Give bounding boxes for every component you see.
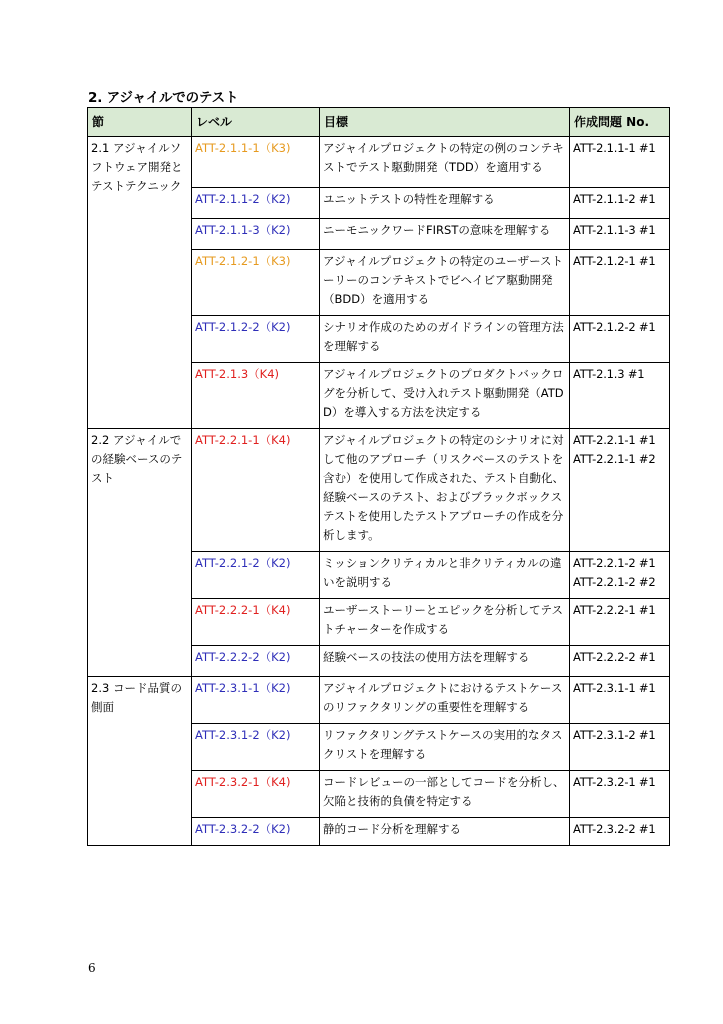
level-cell: ATT-2.1.3（K4) bbox=[192, 363, 320, 429]
question-no: ATT-2.1.2-2 #1 bbox=[573, 320, 656, 334]
level-cell: ATT-2.1.2-2（K2) bbox=[192, 316, 320, 363]
objective-cell: アジャイルプロジェクトの特定のユーザーストーリーのコンテキストでビヘイビア駆動開発（BDD）を適用する bbox=[320, 250, 570, 316]
question-no: ATT-2.2.1-2 #1 bbox=[573, 556, 656, 570]
level-cell: ATT-2.3.2-1（K4) bbox=[192, 771, 320, 818]
objective-cell: 静的コード分析を理解する bbox=[320, 818, 570, 846]
objective-cell: アジャイルプロジェクトの特定の例のコンテキストでテスト駆動開発（TDD）を適用する bbox=[320, 137, 570, 188]
question-no: ATT-2.1.3 #1 bbox=[573, 367, 645, 381]
question-no: ATT-2.1.2-1 #1 bbox=[573, 254, 656, 268]
table-row bbox=[88, 429, 670, 552]
level-cell: ATT-2.2.2-2（K2) bbox=[192, 646, 320, 677]
question-no-cell bbox=[570, 599, 670, 646]
section-cell: 2.2 アジャイルでの経験ベースのテスト bbox=[88, 429, 192, 677]
objective-cell: アジャイルプロジェクトにおけるテストケースのリファクタリングの重要性を理解する bbox=[320, 677, 570, 724]
question-no: ATT-2.1.1-1 #1 bbox=[573, 141, 656, 155]
level-cell: ATT-2.3.2-2（K2) bbox=[192, 818, 320, 846]
level-cell: ATT-2.3.1-1（K2) bbox=[192, 677, 320, 724]
question-no-cell bbox=[570, 219, 670, 250]
objective-cell: 経験ベースの技法の使用方法を理解する bbox=[320, 646, 570, 677]
question-no: ATT-2.2.2-1 #1 bbox=[573, 603, 656, 617]
question-no: ATT-2.3.2-2 #1 bbox=[573, 822, 656, 836]
objective-cell: ニーモニックワードFIRSTの意味を理解する bbox=[320, 219, 570, 250]
objective-cell: ユニットテストの特性を理解する bbox=[320, 188, 570, 219]
question-no: ATT-2.1.1-2 #1 bbox=[573, 192, 656, 206]
column-header-objective: 目標 bbox=[320, 108, 570, 137]
level-cell: ATT-2.2.1-1（K4) bbox=[192, 429, 320, 552]
question-no: ATT-2.2.1-2 #2 bbox=[573, 575, 656, 589]
section-heading: 2. アジャイルでのテスト bbox=[88, 90, 239, 106]
question-no-cell bbox=[570, 552, 670, 599]
question-no: ATT-2.2.2-2 #1 bbox=[573, 650, 656, 664]
level-cell: ATT-2.1.1-1（K3) bbox=[192, 137, 320, 188]
question-no-cell bbox=[570, 429, 670, 552]
question-no-cell bbox=[570, 771, 670, 818]
column-header-question-no: 作成問題 No. bbox=[570, 108, 670, 137]
objective-cell: ユーザーストーリーとエピックを分析してテストチャーターを作成する bbox=[320, 599, 570, 646]
question-no: ATT-2.2.1-1 #1 bbox=[573, 433, 656, 447]
learning-objectives-table bbox=[87, 107, 670, 846]
level-cell: ATT-2.1.2-1（K3) bbox=[192, 250, 320, 316]
question-no-cell bbox=[570, 677, 670, 724]
column-header-level: レベル bbox=[192, 108, 320, 137]
question-no: ATT-2.2.1-1 #2 bbox=[573, 452, 656, 466]
level-cell: ATT-2.2.2-1（K4) bbox=[192, 599, 320, 646]
section-cell: 2.1 アジャイルソフトウェア開発とテストテクニック bbox=[88, 137, 192, 429]
objective-cell: リファクタリングテストケースの実用的なタスクリストを理解する bbox=[320, 724, 570, 771]
question-no-cell bbox=[570, 188, 670, 219]
objective-cell: ミッションクリティカルと非クリティカルの違いを説明する bbox=[320, 552, 570, 599]
question-no-cell bbox=[570, 724, 670, 771]
question-no: ATT-2.3.1-2 #1 bbox=[573, 728, 656, 742]
question-no: ATT-2.3.1-1 #1 bbox=[573, 681, 656, 695]
level-cell: ATT-2.2.1-2（K2) bbox=[192, 552, 320, 599]
section-cell: 2.3 コード品質の側面 bbox=[88, 677, 192, 846]
question-no-cell bbox=[570, 646, 670, 677]
objective-cell: アジャイルプロジェクトの特定のシナリオに対して他のアプローチ（リスクベースのテストを含む）を使用して作成された、テスト自動化、経験ベースのテスト、およびブラックボックステストを使用したテストアプローチの作成を分析します。 bbox=[320, 429, 570, 552]
question-no-cell bbox=[570, 818, 670, 846]
question-no-cell bbox=[570, 316, 670, 363]
level-cell: ATT-2.3.1-2（K2) bbox=[192, 724, 320, 771]
question-no-cell bbox=[570, 137, 670, 188]
objective-cell: アジャイルプロジェクトのプロダクトバックログを分析して、受け入れテスト駆動開発（ATDD）を導入する方法を決定する bbox=[320, 363, 570, 429]
question-no-cell bbox=[570, 363, 670, 429]
level-cell: ATT-2.1.1-2（K2) bbox=[192, 188, 320, 219]
page-number: 6 bbox=[88, 961, 96, 975]
table-header-row bbox=[88, 108, 670, 137]
table-row bbox=[88, 677, 670, 724]
objective-cell: コードレビューの一部としてコードを分析し、欠陥と技術的負債を特定する bbox=[320, 771, 570, 818]
question-no: ATT-2.1.1-3 #1 bbox=[573, 223, 656, 237]
table-row bbox=[88, 137, 670, 188]
level-cell: ATT-2.1.1-3（K2) bbox=[192, 219, 320, 250]
table-body bbox=[88, 137, 670, 846]
column-header-section: 節 bbox=[88, 108, 192, 137]
question-no: ATT-2.3.2-1 #1 bbox=[573, 775, 656, 789]
question-no-cell bbox=[570, 250, 670, 316]
objective-cell: シナリオ作成のためのガイドラインの管理方法を理解する bbox=[320, 316, 570, 363]
